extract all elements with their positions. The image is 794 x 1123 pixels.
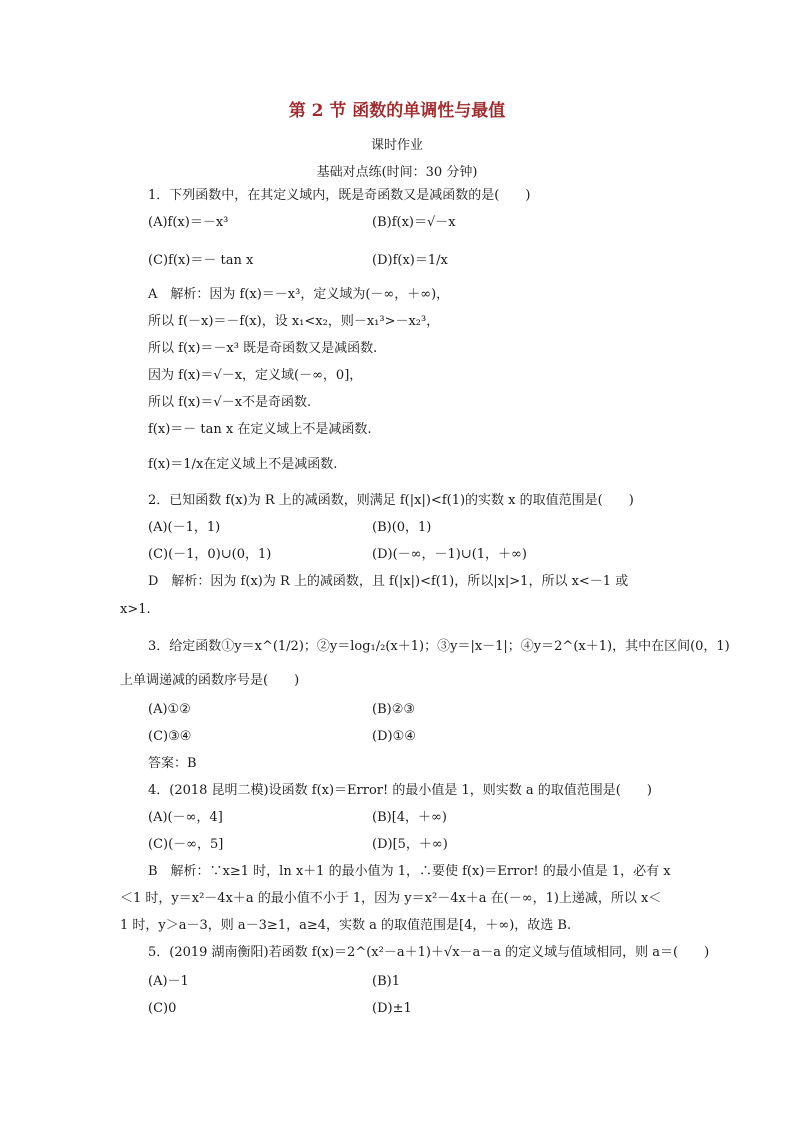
q5-option-c: (C)0 [148, 1001, 177, 1016]
q1-option-d: (D)f(x)＝1/x [372, 253, 448, 268]
question-3-line-1: 3．给定函数①y＝x^(1/2)；②y＝log₁/₂(x＋1)；③y＝|x－1|；④y＝2^(x＋1)，其中在区间(0，1) [148, 639, 730, 654]
solution-1-line-3: 所以 f(x)＝－x³ 既是奇函数又是减函数. [148, 341, 378, 356]
solution-1-line-6: f(x)＝－ tan x 在定义域上不是减函数. [148, 422, 372, 437]
solution-1-line-1: A 解析：因为 f(x)＝－x³，定义域为(－∞，＋∞)， [148, 287, 450, 302]
q2-option-a: (A)(－1，1) [148, 520, 221, 535]
q4-option-c: (C)(－∞，5] [148, 837, 224, 852]
section-label: 基础对点练(时间：30 分钟) [316, 165, 478, 180]
q2-option-d: (D)(－∞，－1)∪(1，＋∞) [372, 547, 527, 562]
subtitle: 课时作业 [370, 138, 423, 153]
q3-option-c: (C)③④ [148, 729, 192, 744]
q4-option-a: (A)(－∞，4] [148, 810, 223, 825]
q5-option-b: (B)1 [372, 974, 400, 989]
solution-1-line-5: 所以 f(x)＝√－x不是奇函数. [148, 395, 312, 410]
q3-option-b: (B)②③ [372, 702, 416, 717]
answer-3: 答案：B [148, 756, 197, 771]
solution-4-line-2: ＜1 时，y＝x²－4x＋a 的最小值不小于 1，因为 y＝x²－4x＋a 在(－∞，1)上递减，所以 x＜ [120, 891, 662, 906]
question-2: 2．已知函数 f(x)为 R 上的减函数，则满足 f(|x|)<f(1)的实数 x 的取值范围是( ) [148, 493, 634, 508]
q5-option-d: (D)±1 [372, 1001, 412, 1016]
q1-option-b: (B)f(x)＝√－x [372, 215, 456, 230]
question-3-line-2: 上单调递减的函数序号是( ) [120, 673, 300, 688]
q2-option-c: (C)(－1，0)∪(0，1) [148, 547, 272, 562]
solution-2-line-1: D 解析：因为 f(x)为 R 上的减函数，且 f(|x|)<f(1)，所以|x|>1，所以 x<－1 或 [148, 574, 629, 589]
q5-option-a: (A)－1 [148, 974, 189, 989]
solution-1-line-4: 因为 f(x)＝√－x，定义域(－∞，0]， [148, 368, 363, 383]
q3-option-a: (A)①② [148, 702, 191, 717]
q1-option-c: (C)f(x)＝－ tan x [148, 253, 254, 268]
question-5: 5．(2019 湖南衡阳)若函数 f(x)＝2^(x²－a＋1)＋√x－a－a 的定义域与值域相同，则 a＝( ) [148, 945, 710, 960]
q4-option-b: (B)[4，＋∞) [372, 810, 447, 825]
q3-option-d: (D)①④ [372, 729, 416, 744]
q2-option-b: (B)(0，1) [372, 520, 432, 535]
question-1: 1．下列函数中，在其定义域内，既是奇函数又是减函数的是( ) [148, 188, 531, 203]
question-4: 4．(2018 昆明二模)设函数 f(x)＝Error! 的最小值是 1，则实数 a 的取值范围是( ) [148, 783, 652, 798]
solution-1-line-7: f(x)＝1/x在定义域上不是减函数. [148, 457, 338, 472]
solution-4-line-3: 1 时，y＞a－3，则 a－3≥1，a≥4，实数 a 的取值范围是[4，＋∞)，故选 B. [120, 918, 572, 933]
section-title: 第 2 节 函数的单调性与最值 [288, 101, 506, 121]
q1-option-a: (A)f(x)＝－x³ [148, 215, 229, 230]
q4-option-d: (D)[5，＋∞) [372, 837, 448, 852]
solution-1-line-2: 所以 f(－x)＝－f(x)，设 x₁<x₂，则－x₁³>－x₂³， [148, 314, 440, 329]
solution-2-line-2: x>1. [120, 602, 151, 617]
solution-4-line-1: B 解析：∵x≥1 时，ln x＋1 的最小值为 1，∴要使 f(x)＝Error! 的最小值是 1，必有 x [148, 864, 671, 879]
